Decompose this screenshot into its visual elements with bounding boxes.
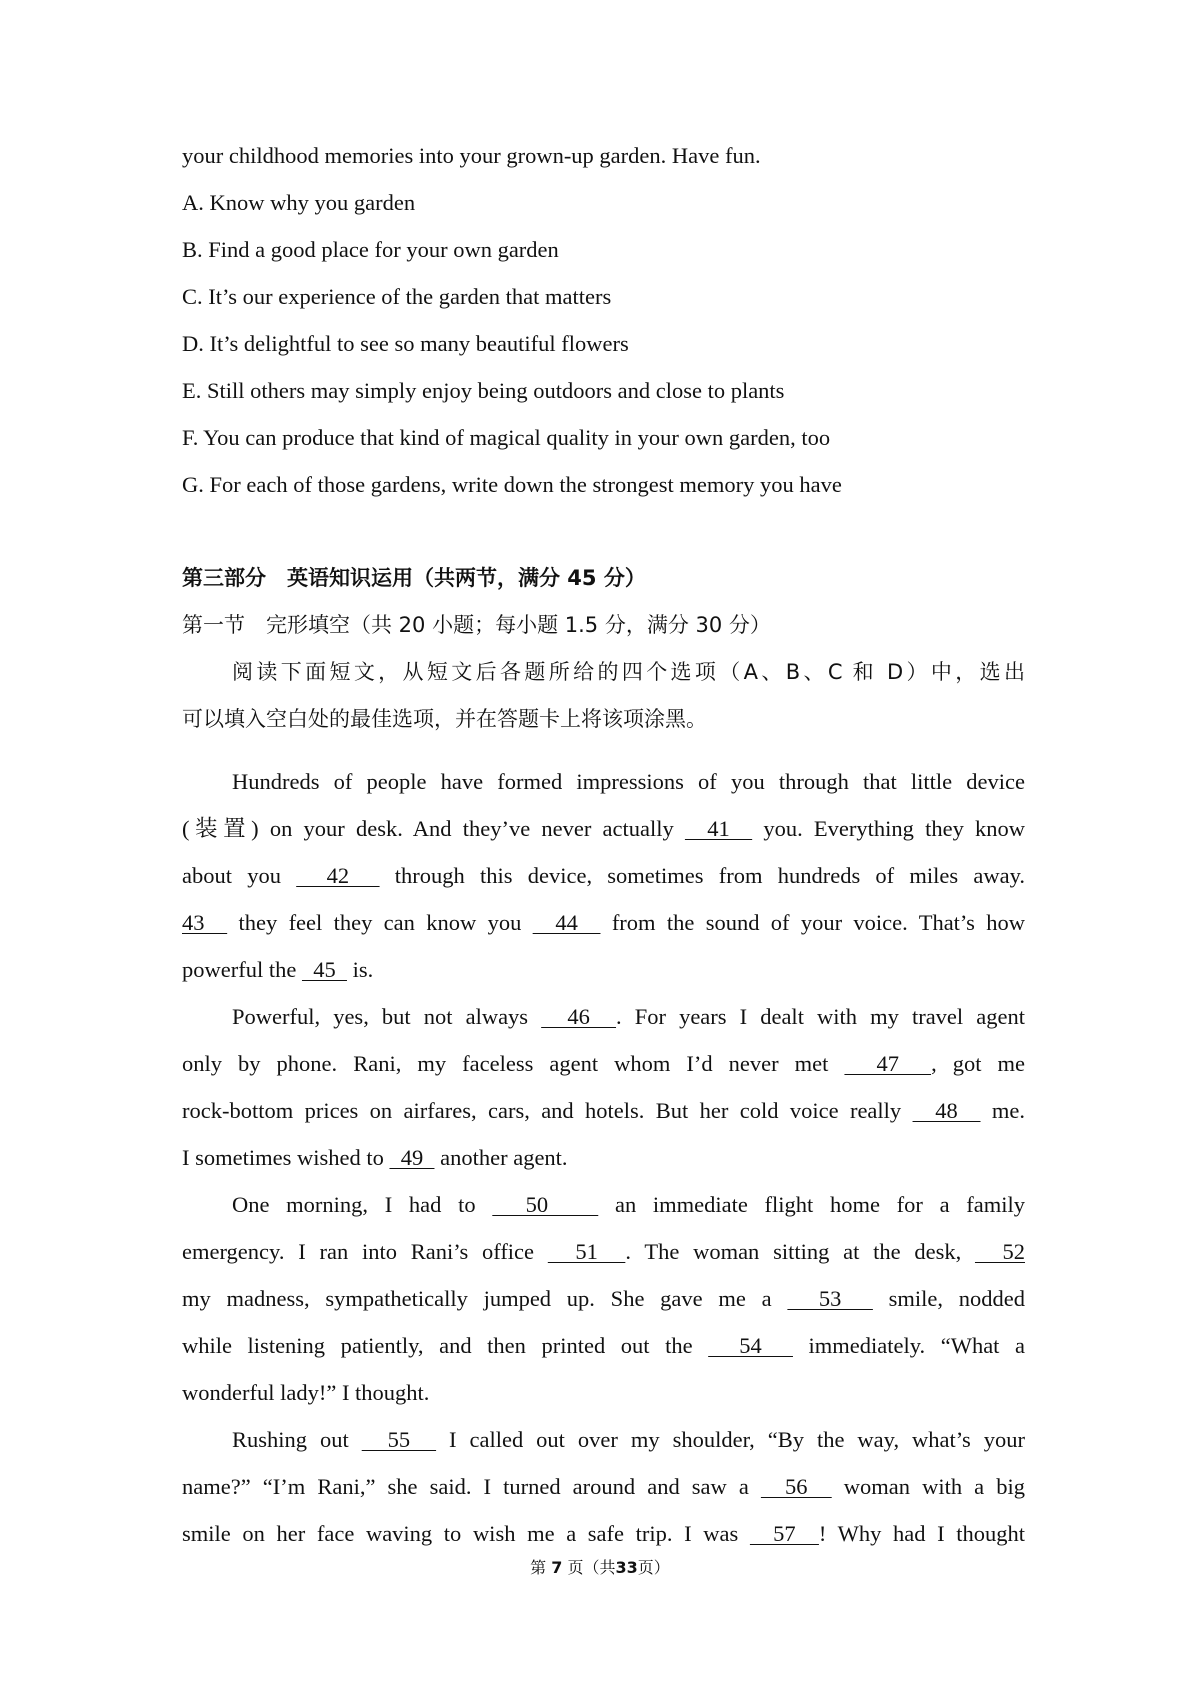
passage-text: me.: [980, 1098, 1025, 1123]
passage-line: [232, 1425, 1025, 1455]
passage-line: [232, 1002, 1025, 1032]
option-d: D. It’s delightful to see so many beautiful flowers: [182, 331, 629, 356]
blank-51: 51: [547, 1239, 626, 1264]
footer-text: 页（共: [567, 1558, 616, 1577]
passage-line: [182, 1284, 1025, 1314]
passage-text: Rushing out: [232, 1427, 362, 1452]
option-f: F. You can produce that kind of magical quality in your own garden, too: [182, 425, 831, 450]
passage-text: . For years I dealt with my travel agent: [616, 1004, 1025, 1029]
passage-text: ! Why had I thought: [818, 1521, 1025, 1546]
passage-line: [182, 1519, 1025, 1549]
passage-line: Hundreds of people have formed impressions of you through that little device: [232, 769, 1025, 794]
passage-text: Powerful, yes, but not always: [232, 1004, 542, 1029]
blank-52: 52: [974, 1239, 1025, 1264]
passage-line: [182, 1096, 1025, 1126]
blank-42: 42: [296, 863, 380, 888]
section-title: 第一节 完形填空（共 20 小题；每小题 1.5 分，满分 30 分）: [182, 613, 771, 637]
passage-text: you. Everything they know: [752, 816, 1026, 841]
blank-47: 47: [844, 1051, 932, 1076]
passage-text: about you: [182, 863, 297, 888]
page-number: 7: [551, 1558, 563, 1577]
passage-text: (装置) on your desk. And they’ve never actually: [182, 816, 685, 841]
passage-text: I called out over my shoulder, “By the way, what’s your: [436, 1427, 1025, 1452]
passage-text: woman with a big: [831, 1474, 1026, 1499]
passage-text: name?” “I’m Rani,” she said. I turned around and saw a: [182, 1474, 761, 1499]
passage-text: , got me: [931, 1051, 1025, 1076]
blank-55: 55: [361, 1427, 437, 1452]
blank-49: 49: [389, 1145, 435, 1170]
instruction-line-1: 阅读下面短文，从短文后各题所给的四个选项（A、B、C 和 D）中，选出: [232, 660, 1025, 684]
passage-line: [182, 1472, 1025, 1502]
passage-text: they feel they can know you: [227, 910, 533, 935]
passage-line: [182, 1237, 1025, 1267]
blank-57: 57: [749, 1521, 819, 1546]
passage-line: [232, 1190, 1025, 1220]
page-footer: [0, 1557, 1200, 1579]
blank-44: 44: [532, 910, 601, 935]
blank-54: 54: [708, 1333, 793, 1358]
passage-line: [182, 1143, 1025, 1173]
passage-line: [182, 1049, 1025, 1079]
blank-45: 45: [301, 957, 347, 982]
footer-text: 第: [530, 1558, 547, 1577]
blank-48: 48: [912, 1098, 981, 1123]
blank-41: 41: [684, 816, 753, 841]
passage-text: from the sound of your voice. That’s how: [600, 910, 1026, 935]
intro-tail: your childhood memories into your grown-up garden. Have fun.: [182, 143, 761, 168]
passage-line: [182, 814, 1025, 844]
blank-56: 56: [760, 1474, 832, 1499]
passage-line: [182, 1331, 1025, 1361]
passage-line: [182, 861, 1025, 891]
part-title: 第三部分 英语知识运用（共两节，满分 45 分）: [182, 566, 646, 590]
passage-text: is.: [346, 957, 374, 982]
passage-line: [182, 908, 1025, 938]
option-c: C. It’s our experience of the garden that matters: [182, 284, 612, 309]
blank-50: 50: [492, 1192, 599, 1217]
passage-text: immediately. “What a: [792, 1333, 1025, 1358]
passage-text: smile, nodded: [872, 1286, 1025, 1311]
option-b: B. Find a good place for your own garden: [182, 237, 559, 262]
passage-text: powerful the: [182, 957, 302, 982]
total-pages: 33: [615, 1558, 638, 1577]
option-g: G. For each of those gardens, write down the strongest memory you have: [182, 472, 842, 497]
passage-text: through this device, sometimes from hundreds of miles away.: [379, 863, 1025, 888]
passage-text: I sometimes wished to: [182, 1145, 390, 1170]
footer-text: 页）: [637, 1558, 670, 1577]
passage-text: an immediate flight home for a family: [598, 1192, 1025, 1217]
instruction-line-2: 可以填入空白处的最佳选项，并在答题卡上将该项涂黑。: [182, 707, 707, 731]
passage-text: emergency. I ran into Rani’s office: [182, 1239, 548, 1264]
passage-line: [182, 955, 1025, 985]
blank-53: 53: [787, 1286, 873, 1311]
passage-text: . The woman sitting at the desk,: [625, 1239, 975, 1264]
option-a: A. Know why you garden: [182, 190, 416, 215]
passage-text: One morning, I had to: [232, 1192, 493, 1217]
passage-line: wonderful lady!” I thought.: [182, 1380, 430, 1405]
passage-text: another agent.: [434, 1145, 568, 1170]
passage-text: my madness, sympathetically jumped up. She gave me a: [182, 1286, 788, 1311]
passage-text: smile on her face waving to wish me a safe trip. I was: [182, 1521, 750, 1546]
blank-43: 43: [182, 910, 228, 935]
passage-text: only by phone. Rani, my faceless agent whom I’d never met: [182, 1051, 845, 1076]
passage-text: rock-bottom prices on airfares, cars, and hotels. But her cold voice really: [182, 1098, 913, 1123]
option-e: E. Still others may simply enjoy being outdoors and close to plants: [182, 378, 785, 403]
blank-46: 46: [541, 1004, 617, 1029]
passage-text: while listening patiently, and then printed out the: [182, 1333, 709, 1358]
